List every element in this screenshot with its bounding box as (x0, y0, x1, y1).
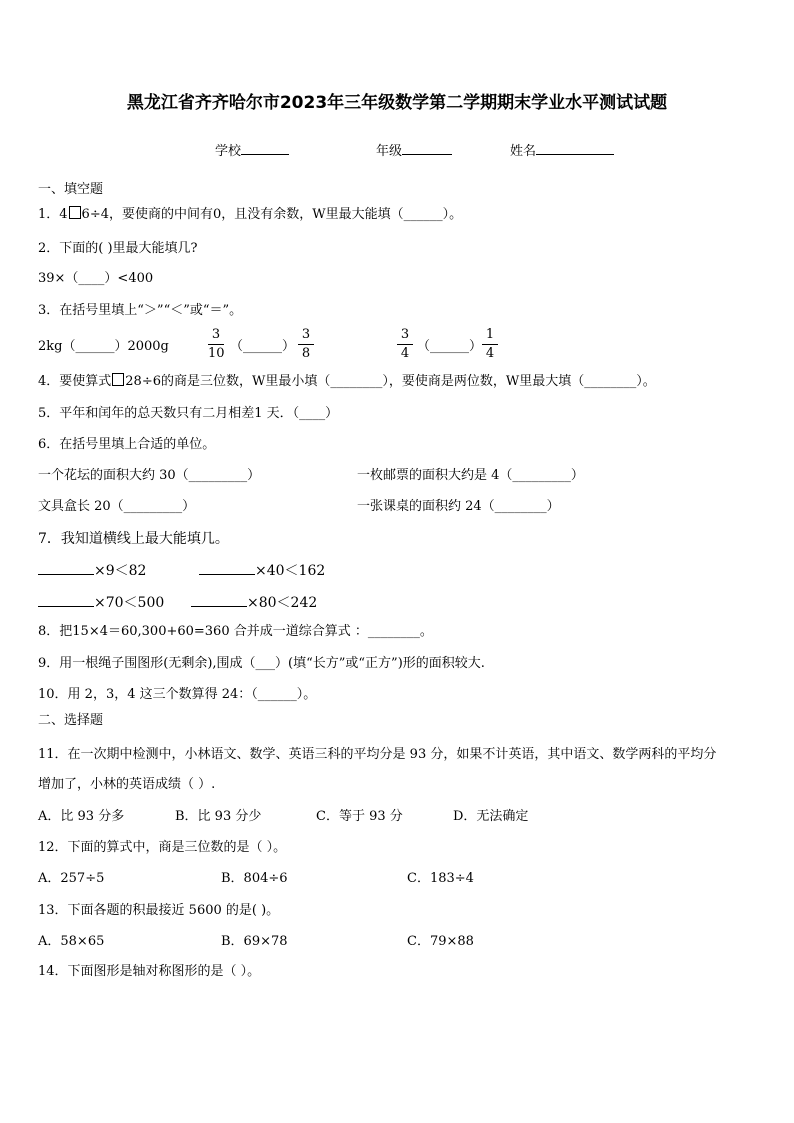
page-title: 黑龙江省齐齐哈尔市2023年三年级数学第二学期期末学业水平测试试题 (126, 93, 668, 113)
question-11-line-2: 增加了，小林的英语成绩（ ）. (38, 777, 216, 792)
name-field[interactable] (510, 140, 614, 159)
q11-option-d[interactable]: D．无法确定 (453, 809, 529, 824)
grade-field[interactable] (376, 140, 452, 159)
fraction-3-8: 3 8 (298, 327, 314, 362)
question-6-d: 一张课桌的面积约 24（________） (357, 499, 560, 514)
q13-option-c[interactable]: C．79×88 (407, 934, 474, 949)
blank-box (69, 206, 81, 219)
question-6-c: 文具盒长 20（_________） (38, 499, 196, 514)
q13-option-a[interactable]: A．58×65 (38, 934, 105, 949)
question-5: 5．平年和闰年的总天数只有二月相差1 天．（____） (38, 406, 339, 421)
q11-option-c[interactable]: C．等于 93 分 (316, 809, 403, 824)
question-6: 6．在括号里填上合适的单位。 (38, 437, 216, 452)
question-7: 7．我知道横线上最大能填几。 (38, 531, 229, 547)
q13-option-b[interactable]: B．69×78 (221, 934, 288, 949)
q11-option-a[interactable]: A．比 93 分多 (38, 809, 125, 824)
q12-option-b[interactable]: B．804÷6 (221, 871, 288, 886)
question-7-c: ×70＜500 (38, 593, 164, 612)
question-6-a: 一个花坛的面积大约 30（_________） (38, 468, 261, 483)
question-2-expression: 39×（____）<400 (38, 271, 154, 286)
q12-option-a[interactable]: A．257÷5 (38, 871, 105, 886)
question-3-item-1: 2kg（______）2000g (38, 339, 169, 354)
section-multiple-choice: 二、选择题 (38, 713, 104, 728)
question-2: 2．下面的( )里最大能填几? (38, 241, 198, 256)
question-7-d: ×80＜242 (191, 593, 317, 612)
fraction-1-4: 1 4 (482, 327, 498, 362)
fraction-3-4: 3 4 (397, 327, 413, 362)
question-6-b: 一枚邮票的面积大约是 4（_________） (357, 468, 584, 483)
question-14: 14．下面图形是轴对称图形的是（ ）。 (38, 964, 261, 979)
question-11-line-1: 11．在一次期中检测中，小林语文、数学、英语三科的平均分是 93 分，如果不计英语，其中语文、数学两科的平均分 (38, 747, 717, 762)
blank-box (112, 373, 124, 386)
school-field[interactable] (215, 140, 289, 159)
section-fill-blank: 一、填空题 (38, 182, 104, 197)
question-1: 1．4 6÷4，要使商的中间有0，且没有余数，W里最大能填（______）。 (38, 207, 463, 222)
question-3: 3．在括号里填上“＞”“＜”或“＝”。 (38, 303, 243, 318)
name-label: 姓名 (510, 144, 537, 159)
grade-label: 年级 (376, 144, 403, 159)
question-3-blank-1: （______） (230, 339, 296, 354)
question-12: 12．下面的算式中，商是三位数的是（ ）。 (38, 840, 287, 855)
question-7-a: ×9＜82 (38, 561, 146, 580)
question-7-b: ×40＜162 (199, 561, 325, 580)
fraction-3-10: 3 10 (208, 327, 225, 361)
q12-option-c[interactable]: C．183÷4 (407, 871, 474, 886)
question-9: 9．用一根绳子围图形(无剩余),围成（___）(填“长方”或“正方”)形的面积较大. (38, 656, 485, 671)
question-13: 13．下面各题的积最接近 5600 的是( )。 (38, 903, 280, 918)
question-3-blank-2: （______） (417, 339, 483, 354)
q11-option-b[interactable]: B．比 93 分少 (175, 809, 262, 824)
question-4: 4．要使算式 28÷6的商是三位数，W里最小填（________），要使商是两位数，W里最大填（________）。 (38, 374, 656, 389)
question-10: 10．用 2，3，4 这三个数算得 24：（______）。 (38, 687, 317, 702)
question-8: 8．把15×4＝60,300+60=360 合并成一道综合算式 ：________。 (38, 624, 433, 639)
school-label: 学校 (215, 144, 242, 159)
